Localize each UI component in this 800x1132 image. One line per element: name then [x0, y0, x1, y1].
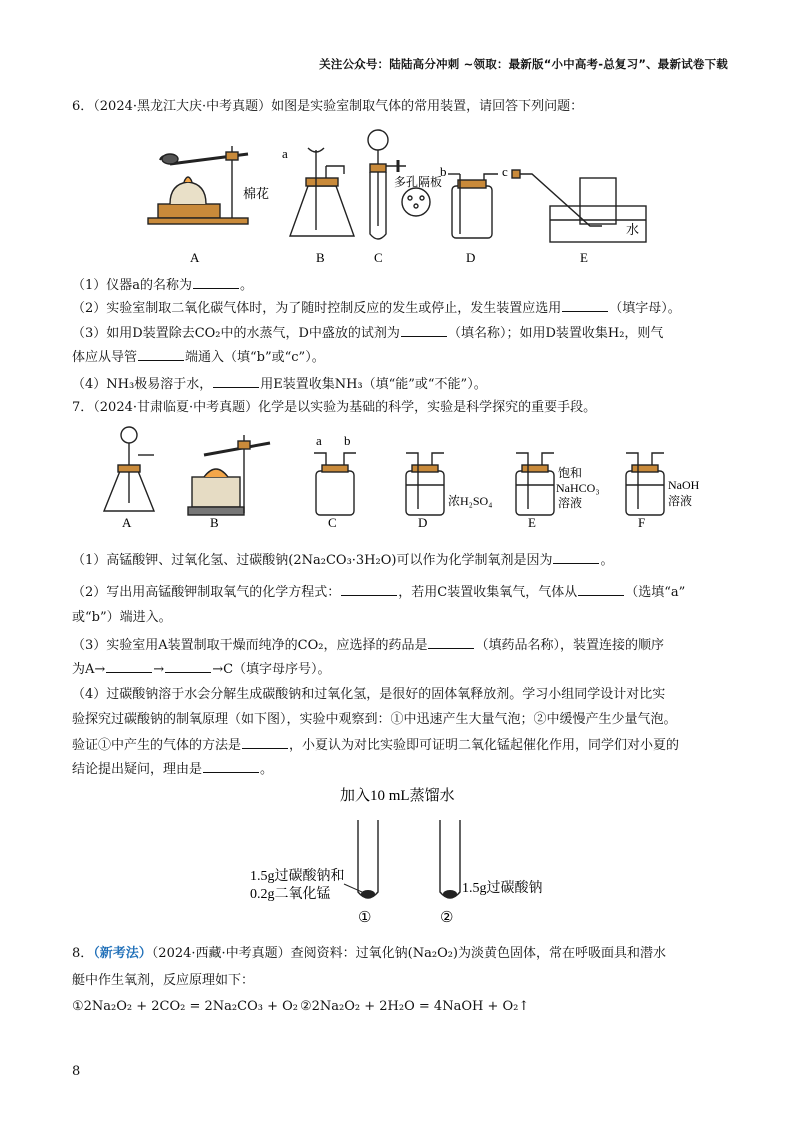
tube-2-solid — [443, 890, 457, 898]
q6-label-E: E — [580, 250, 588, 265]
page-header: 关注公众号：陆陆高分冲刺 ~领取：最新版“小中高考-总复习”、最新试卷下载 — [319, 57, 728, 71]
q6-blank-1[interactable] — [193, 276, 239, 289]
q7-label-f-r2: 溶液 — [668, 494, 693, 508]
q7-blank-2[interactable] — [341, 583, 397, 596]
q6-part4: （4）NH₃极易溶于水， 用E装置收集NH₃（填“能”或“不能”）。 — [72, 377, 487, 392]
q7-apparatus-d — [406, 453, 444, 515]
q7-part2-cont: 或“b”）端进入。 — [72, 610, 172, 625]
q6-label-C: C — [374, 250, 383, 265]
q7-blank-6[interactable] — [165, 660, 211, 673]
q7-part4-line2: 验探究过碳酸钠的制氧原理（如下图），实验中观察到：①中迅速产生大量气泡；②中缓慢产生少量气泡。 — [72, 712, 677, 727]
q7-label-e-r1: 饱和 — [558, 466, 583, 480]
q8-stem: 8．（新考法）（2024·西藏·中考真题）查阅资料：过氧化钠(Na₂O₂)为淡黄色固体，常在呼吸面具和潜水 — [72, 946, 667, 961]
q6-blank-2[interactable] — [562, 299, 608, 312]
q6-label-B: B — [316, 250, 325, 265]
q7-label-f-r1: NaOH — [668, 478, 700, 492]
q7-label-A: A — [122, 515, 132, 530]
test-tube-1 — [358, 820, 378, 898]
test-tube-2 — [440, 820, 460, 898]
page-number: 8 — [72, 1064, 81, 1079]
q6-apparatus-b — [290, 148, 354, 236]
q6-label-D: D — [466, 250, 476, 265]
q7-label-F: F — [638, 515, 646, 530]
q6-blank-5[interactable] — [213, 375, 259, 388]
q6-part1: （1）仪器a的名称为 。 — [72, 278, 254, 293]
q6-label-plate: 多孔隔板 — [394, 175, 443, 189]
q7-label-E: E — [528, 515, 536, 530]
q7-part2: （2）写出用高锰酸钾制取氧气的化学方程式： ，若用C装置收集氧气，气体从 （选填“a” — [72, 585, 686, 600]
q6-blank-3[interactable] — [401, 324, 447, 337]
tube-1-solid — [361, 890, 375, 898]
tube-number-2: ② — [440, 910, 454, 926]
q7-label-d-reagent: 浓H₂SO₄ — [448, 494, 493, 508]
q7-apparatus-c — [314, 453, 356, 515]
q7-blank-5[interactable] — [106, 660, 152, 673]
q7-label-b: b — [344, 433, 351, 448]
tube-left-label-1: 1.5g过碳酸钠和 — [250, 869, 345, 884]
q7-label-a: a — [316, 433, 322, 448]
q7-label-C: C — [328, 515, 337, 530]
q6-part3: （3）如用D装置除去CO₂中的水蒸气，D中盛放的试剂为 （填名称）；如用D装置收集H₂，则气 — [72, 326, 664, 341]
q6-part2: （2）实验室制取二氧化碳气体时，为了随时控制反应的发生或停止，发生装置应选用 （填字母）。 — [72, 301, 681, 316]
q6-stem: 6．（2024·黑龙江大庆·中考真题）如图是实验室制取气体的常用装置，请回答下列问题： — [72, 99, 584, 114]
q8-equation-2: ②2Na₂O₂ + 2H₂O = 4NaOH + O₂↑ — [300, 999, 530, 1014]
q7-label-e-r2: NaHCO₃ — [556, 481, 600, 495]
q7-apparatus-figure — [96, 425, 700, 531]
q7-label-e-r3: 溶液 — [558, 496, 583, 510]
q6-label-cotton: 棉花 — [243, 186, 270, 201]
q7-apparatus-a — [104, 427, 154, 511]
q7-part3-cont: 为A→ → →C（填字母序号）。 — [72, 662, 331, 677]
q7-blank-8[interactable] — [203, 760, 259, 773]
q7-apparatus-e — [516, 453, 554, 515]
q6-part3-cont: 体应从导管 端通入（填“b”或“c”）。 — [72, 350, 325, 365]
q6-label-b: b — [440, 164, 447, 179]
tube-right-label: 1.5g过碳酸钠 — [462, 881, 543, 896]
q7-label-D: D — [418, 515, 428, 530]
q7-part1: （1）高锰酸钾、过氧化氢、过碳酸钠(2Na₂CO₃·3H₂O)可以作为化学制氧剂是因为 。 — [72, 553, 614, 568]
q8-new-method-tag: （新考法） — [93, 946, 152, 961]
q6-apparatus-d — [448, 174, 498, 238]
q7-part4-line4: 结论提出疑问，理由是 。 — [72, 762, 274, 777]
q7-blank-7[interactable] — [242, 736, 288, 749]
q6-label-A: A — [190, 250, 200, 265]
q7-blank-1[interactable] — [553, 551, 599, 564]
q7-blank-4[interactable] — [428, 636, 474, 649]
q6-label-c: c — [502, 164, 508, 179]
q7-blank-3[interactable] — [578, 583, 624, 596]
q7-part4-line1: （4）过碳酸钠溶于水会分解生成碳酸钠和过氧化氢，是很好的固体氧释放剂。学习小组同学设计对比实 — [72, 687, 666, 702]
q7-part4-line3: 验证①中产生的气体的方法是 ，小夏认为对比实验即可证明二氧化锰起催化作用，同学们对小夏的 — [72, 738, 680, 753]
q7-part3: （3）实验室用A装置制取干燥而纯净的CO₂，应选择的药品是 （填药品名称），装置连接的顺序 — [72, 638, 664, 653]
q6-apparatus-figure — [140, 126, 660, 271]
q6-blank-4[interactable] — [138, 348, 184, 361]
q6-label-water: 水 — [626, 222, 640, 237]
q6-apparatus-a — [148, 146, 248, 224]
tube-top-label: 加入10 mL蒸馏水 — [340, 788, 455, 804]
tube-left-label-2: 0.2g二氧化锰 — [250, 887, 331, 902]
q8-line2: 艇中作生氧剂，反应原理如下： — [72, 973, 255, 988]
q7-apparatus-b — [188, 435, 270, 515]
q7-stem: 7．（2024·甘肃临夏·中考真题）化学是以实验为基础的科学，实验是科学探究的重要手段。 — [72, 400, 597, 415]
tube-number-1: ① — [358, 910, 372, 926]
q6-label-a: a — [282, 146, 288, 161]
q7-label-B: B — [210, 515, 219, 530]
q8-equation-1: ①2Na₂O₂ + 2CO₂ = 2Na₂CO₃ + O₂ — [72, 999, 298, 1014]
q7-apparatus-f — [626, 453, 664, 515]
q7-tube-figure — [240, 780, 580, 930]
